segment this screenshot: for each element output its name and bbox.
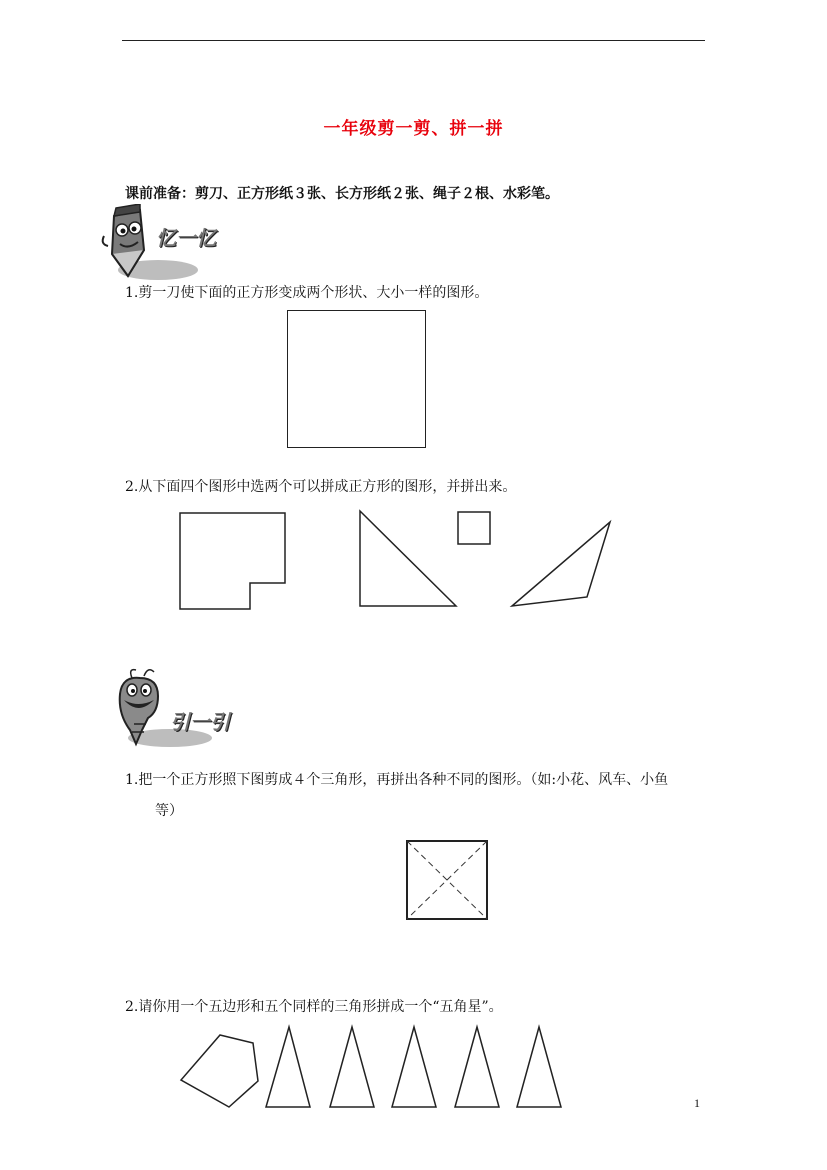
question-2-2: 2.请你用一个五边形和五个同样的三角形拼成一个“五角星”。 [125,999,503,1015]
triangle-shape-4 [455,1027,499,1107]
triangle-shape-5 [517,1027,561,1107]
badge-label-recall: 忆一忆 [156,226,216,250]
page-title: 一年级剪一剪、拼一拼 [323,119,504,139]
question-1-2: 2.从下面四个图形中选两个可以拼成正方形的图形，并拼出来。 [125,479,517,495]
four-shapes-figure [170,505,620,615]
pentagon-shape [181,1035,258,1107]
badge-label-guide: 引一引 [170,710,230,734]
square-shape [287,310,426,448]
pentagon-triangles-figure [170,1020,570,1115]
header-rule [122,40,705,41]
triangle-shape-1 [266,1027,310,1107]
preparation-note: 课前准备：剪刀、正方形纸３张、长方形纸２张、绳子２根、水彩笔。 [125,186,559,202]
page-number: 1 [694,1096,700,1110]
question-1-1: 1.剪一刀使下面的正方形变成两个形状、大小一样的图形。 [125,285,489,301]
triangle-shape-3 [392,1027,436,1107]
triangle-shape-2 [330,1027,374,1107]
l-shape [180,513,285,609]
section-badge-recall [100,204,230,284]
question-2-1-line2: 等） [155,803,183,819]
obtuse-triangle-shape [512,522,610,606]
small-square-shape [458,512,490,544]
section-badge-guide [108,668,243,750]
square-diagonals-figure [400,835,495,927]
right-triangle-shape [360,511,456,606]
question-2-1-line1: 1.把一个正方形照下图剪成４个三角形，再拼出各种不同的图形。（如:小花、风车、小鱼 [125,772,669,788]
